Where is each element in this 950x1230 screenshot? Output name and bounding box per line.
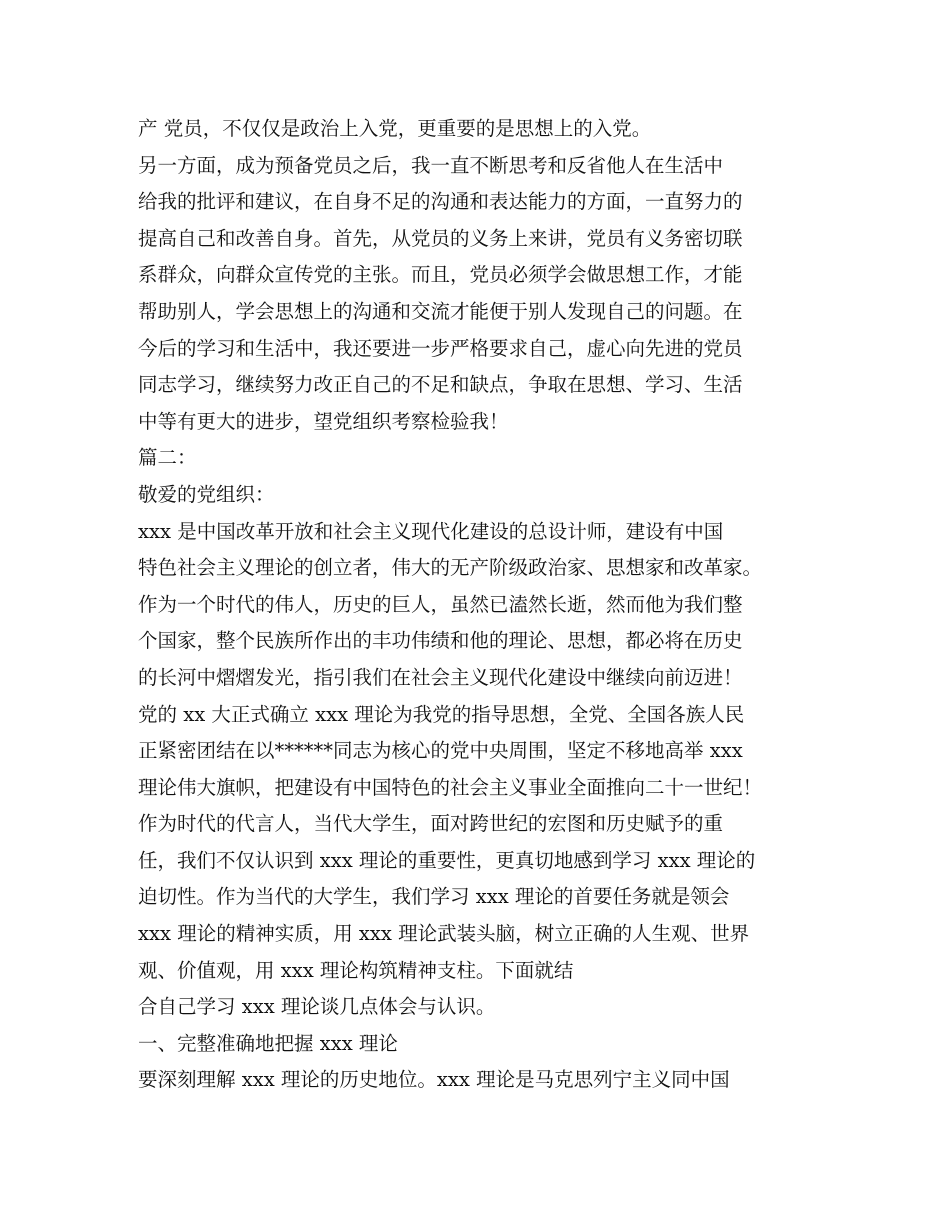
text-line: 系群众，向群众宣传党的主张。而且，党员必须学会做思想工作，才能: [138, 263, 743, 287]
text-line: 要深刻理解 xxx 理论的历史地位。xxx 理论是马克思列宁主义同中国: [138, 1068, 730, 1092]
text-line: 合自己学习 xxx 理论谈几点体会与认识。: [138, 995, 496, 1019]
text-line: 理论伟大旗帜，把建设有中国特色的社会主义事业全面推向二十一世纪！: [138, 775, 763, 799]
text-line: 中等有更大的进步，望党组织考察检验我！: [138, 409, 509, 433]
text-line: 作为时代的代言人，当代大学生，面对跨世纪的宏图和历史赋予的重: [138, 812, 724, 836]
text-line: 正紧密团结在以******同志为核心的党中央周围，坚定不移地高举 xxx: [138, 739, 743, 763]
text-line: 迫切性。作为当代的大学生，我们学习 xxx 理论的首要任务就是领会: [138, 885, 730, 909]
text-line: 给我的批评和建议，在自身不足的沟通和表达能力的方面，一直努力的: [138, 190, 743, 214]
text-line: 观、价值观，用 xxx 理论构筑精神支柱。下面就结: [138, 958, 574, 982]
text-line: 特色社会主义理论的创立者，伟大的无产阶级政治家、思想家和改革家。: [138, 556, 763, 580]
text-line: 今后的学习和生活中，我还要进一步严格要求自己，虚心向先进的党员: [138, 336, 743, 360]
document-body: [138, 111, 828, 1099]
text-line: xxx 理论的精神实质，用 xxx 理论武装头脑，树立正确的人生观、世界: [138, 922, 750, 946]
text-line: 个国家，整个民族所作出的丰功伟绩和他的理论、思想，都必将在历史: [138, 629, 743, 653]
text-line: 党的 xx 大正式确立 xxx 理论为我党的指导思想，全党、全国各族人民: [138, 702, 745, 726]
section-heading: 篇二：: [138, 446, 197, 470]
subsection-heading: 一、完整准确地把握 xxx 理论: [138, 1031, 398, 1055]
salutation: 敬爱的党组织：: [138, 482, 275, 506]
text-line: 同志学习，继续努力改正自己的不足和缺点，争取在思想、学习、生活: [138, 373, 743, 397]
text-line: 的长河中熠熠发光，指引我们在社会主义现代化建设中继续向前迈进！: [138, 665, 743, 689]
text-line: 另一方面，成为预备党员之后，我一直不断思考和反省他人在生活中: [138, 153, 724, 177]
text-line: 帮助别人，学会思想上的沟通和交流才能便于别人发现自己的问题。在: [138, 299, 743, 323]
text-line: 作为一个时代的伟人，历史的巨人，虽然已溘然长逝，然而他为我们整: [138, 592, 743, 616]
text-line: 提高自己和改善自身。首先，从党员的义务上来讲，党员有义务密切联: [138, 226, 743, 250]
text-line: 任，我们不仅认识到 xxx 理论的重要性，更真切地感到学习 xxx 理论的: [138, 848, 756, 872]
text-line: xxx 是中国改革开放和社会主义现代化建设的总设计师，建设有中国: [138, 519, 724, 543]
text-line: 产 党员，不仅仅是政治上入党，更重要的是思想上的入党。: [138, 117, 652, 140]
